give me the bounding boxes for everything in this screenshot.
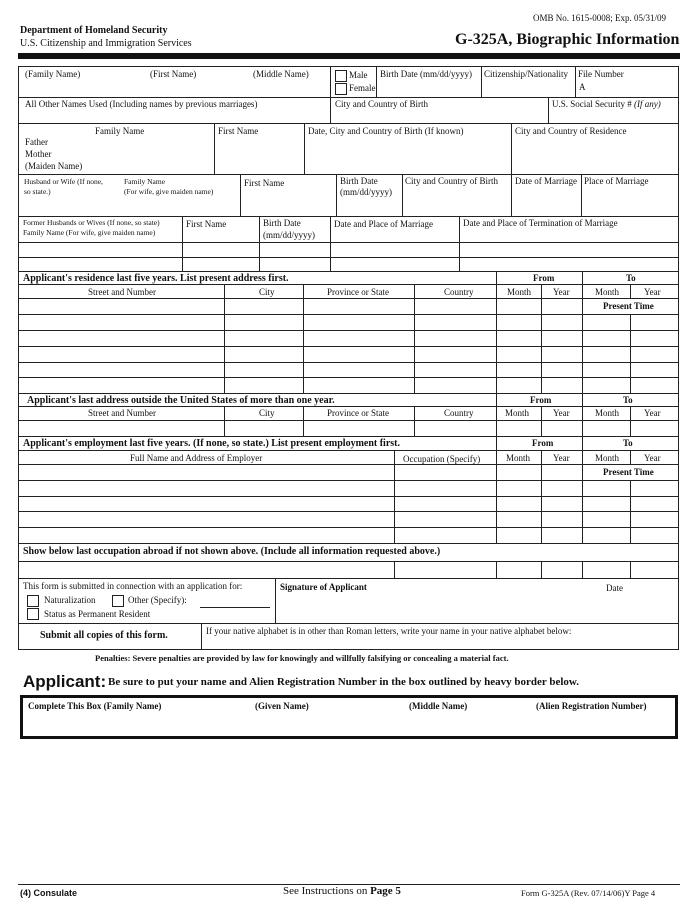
submission-text: This form is submitted in connection with an application for: bbox=[23, 581, 243, 591]
label-parent-family: Family Name bbox=[95, 126, 145, 136]
label-parent-residence: City and Country of Residence bbox=[515, 126, 627, 136]
file-number-prefix: A bbox=[579, 82, 586, 92]
residence-from-month: Month bbox=[507, 287, 532, 297]
label-male: Male bbox=[349, 70, 368, 80]
label-date: Date bbox=[606, 583, 623, 593]
abroad-text: Show below last occupation abroad if not shown above. (Include all information requested above.) bbox=[23, 546, 441, 557]
permanent-resident-checkbox[interactable] bbox=[27, 608, 39, 620]
residence-street: Street and Number bbox=[88, 287, 156, 297]
form-title: G-325A, Biographic Information bbox=[455, 31, 680, 48]
footer-instructions-text: See Instructions on bbox=[283, 885, 371, 897]
employment-employer: Full Name and Address of Employer bbox=[130, 453, 263, 463]
native-alphabet-note: If your native alphabet is in other than Roman letters, write your name in your native alphabet below: bbox=[206, 626, 572, 636]
label-city-country-birth: City and Country of Birth bbox=[335, 99, 428, 109]
outside-to-year: Year bbox=[644, 408, 661, 418]
label-father: Father bbox=[25, 137, 48, 147]
label-other-names: All Other Names Used (Including names by previous marriages) bbox=[25, 99, 258, 109]
residence-to-year: Year bbox=[644, 287, 661, 297]
footer-form-rev: Form G-325A (Rev. 07/14/06)Y Page 4 bbox=[521, 888, 656, 898]
outside-from-month: Month bbox=[505, 408, 530, 418]
footer-page-ref: Page 5 bbox=[370, 885, 401, 897]
penalties-notice: Penalties: Severe penalties are provided by law for knowingly and willfully falsifying or concealing a material fact. bbox=[95, 653, 509, 663]
label-former-1: Former Husbands or Wives (If none, so state) bbox=[23, 218, 160, 227]
label-mother: Mother bbox=[25, 149, 52, 159]
label-other: Other (Specify): bbox=[128, 595, 187, 605]
residence-province: Province or State bbox=[327, 287, 389, 297]
outside-from: From bbox=[530, 395, 552, 405]
label-naturalization: Naturalization bbox=[44, 595, 96, 605]
omb-number: OMB No. 1615-0008; Exp. 05/31/09 bbox=[533, 13, 667, 23]
female-checkbox[interactable] bbox=[335, 83, 347, 95]
employment-from-year: Year bbox=[553, 453, 570, 463]
box-family-name: Complete This Box (Family Name) bbox=[28, 701, 162, 711]
outside-to: To bbox=[623, 395, 633, 405]
label-family-name: (Family Name) bbox=[25, 69, 81, 79]
outside-from-year: Year bbox=[553, 408, 570, 418]
label-first-name: (First Name) bbox=[150, 69, 197, 79]
footer-consulate: (4) Consulate bbox=[20, 888, 78, 898]
label-signature: Signature of Applicant bbox=[280, 582, 367, 592]
outside-city: City bbox=[259, 408, 275, 418]
label-middle-name: (Middle Name) bbox=[253, 69, 309, 79]
submit-all-copies: Submit all copies of this form. bbox=[40, 630, 168, 641]
label-citizenship: Citizenship/Nationality bbox=[484, 69, 568, 79]
label-spouse-family: Family Name bbox=[124, 177, 166, 186]
label-spouse-family-note: (For wife, give maiden name) bbox=[124, 187, 214, 196]
ssn-text: U.S. Social Security # bbox=[552, 99, 632, 109]
label-parent-first: First Name bbox=[218, 126, 259, 136]
employment-from: From bbox=[532, 438, 554, 448]
residence-from-year: Year bbox=[553, 287, 570, 297]
biographic-form bbox=[18, 66, 679, 650]
label-spouse-first: First Name bbox=[244, 178, 285, 188]
label-former-termination: Date and Place of Termination of Marriage bbox=[463, 218, 618, 228]
label-spouse-2: so state.) bbox=[24, 187, 51, 196]
employment-to-month: Month bbox=[595, 453, 620, 463]
label-spouse-birth: Birth Date bbox=[340, 176, 378, 186]
label-former-2: Family Name (For wife, give maiden name) bbox=[23, 228, 156, 237]
employment-present-time: Present Time bbox=[603, 467, 654, 477]
label-permanent-resident: Status as Permanent Resident bbox=[44, 609, 151, 619]
label-former-birth: Birth Date bbox=[263, 218, 301, 228]
label-spouse-city-birth: City and Country of Birth bbox=[405, 176, 498, 186]
label-spouse-date-marriage: Date of Marriage bbox=[515, 176, 577, 186]
box-alien-number: (Alien Registration Number) bbox=[536, 701, 647, 711]
other-specify-line[interactable] bbox=[200, 607, 270, 608]
label-file-number: File Number bbox=[578, 69, 624, 79]
employment-occupation: Occupation (Specify) bbox=[403, 454, 481, 464]
label-former-birth-fmt: (mm/dd/yyyy) bbox=[263, 230, 315, 240]
employment-to-year: Year bbox=[644, 453, 661, 463]
outside-street: Street and Number bbox=[88, 408, 156, 418]
label-female: Female bbox=[349, 83, 376, 93]
residence-city: City bbox=[259, 287, 275, 297]
residence-heading: Applicant's residence last five years. List present address first. bbox=[23, 273, 289, 284]
applicant-instruction: Be sure to put your name and Alien Registration Number in the box outlined by heavy border below. bbox=[108, 676, 580, 688]
employment-to: To bbox=[623, 438, 633, 448]
label-parent-birth: Date, City and Country of Birth (If known) bbox=[308, 126, 464, 136]
residence-country: Country bbox=[444, 287, 474, 297]
label-maiden: (Maiden Name) bbox=[25, 161, 83, 171]
residence-from: From bbox=[533, 273, 555, 283]
label-birth-date: Birth Date (mm/dd/yyyy) bbox=[380, 69, 472, 79]
outside-province: Province or State bbox=[327, 408, 389, 418]
residence-to-month: Month bbox=[595, 287, 620, 297]
agency-name: Department of Homeland Security bbox=[20, 25, 168, 36]
label-spouse-birth-fmt: (mm/dd/yyyy) bbox=[340, 187, 392, 197]
outside-to-month: Month bbox=[595, 408, 620, 418]
footer-instructions bbox=[283, 886, 401, 897]
employment-heading: Applicant's employment last five years. (If none, so state.) List present employment first. bbox=[23, 438, 400, 449]
ssn-note: (If any) bbox=[634, 99, 661, 109]
box-given-name: (Given Name) bbox=[255, 701, 309, 711]
residence-present-time: Present Time bbox=[603, 301, 654, 311]
other-checkbox[interactable] bbox=[112, 595, 124, 607]
subagency-name: U.S. Citizenship and Immigration Services bbox=[20, 38, 192, 49]
residence-to: To bbox=[626, 273, 636, 283]
male-checkbox[interactable] bbox=[335, 70, 347, 82]
box-middle-name: (Middle Name) bbox=[409, 701, 468, 711]
label-spouse-1: Husband or Wife (If none, bbox=[24, 177, 103, 186]
label-former-first: First Name bbox=[186, 219, 227, 229]
header-rule bbox=[18, 53, 680, 59]
outside-country: Country bbox=[444, 408, 474, 418]
label-spouse-place-marriage: Place of Marriage bbox=[584, 176, 649, 186]
employment-from-month: Month bbox=[506, 453, 531, 463]
label-ssn bbox=[552, 100, 661, 109]
label-former-place-marriage: Date and Place of Marriage bbox=[334, 219, 433, 229]
outside-heading: Applicant's last address outside the United States of more than one year. bbox=[27, 395, 335, 406]
naturalization-checkbox[interactable] bbox=[27, 595, 39, 607]
applicant-label: Applicant: bbox=[23, 672, 107, 691]
